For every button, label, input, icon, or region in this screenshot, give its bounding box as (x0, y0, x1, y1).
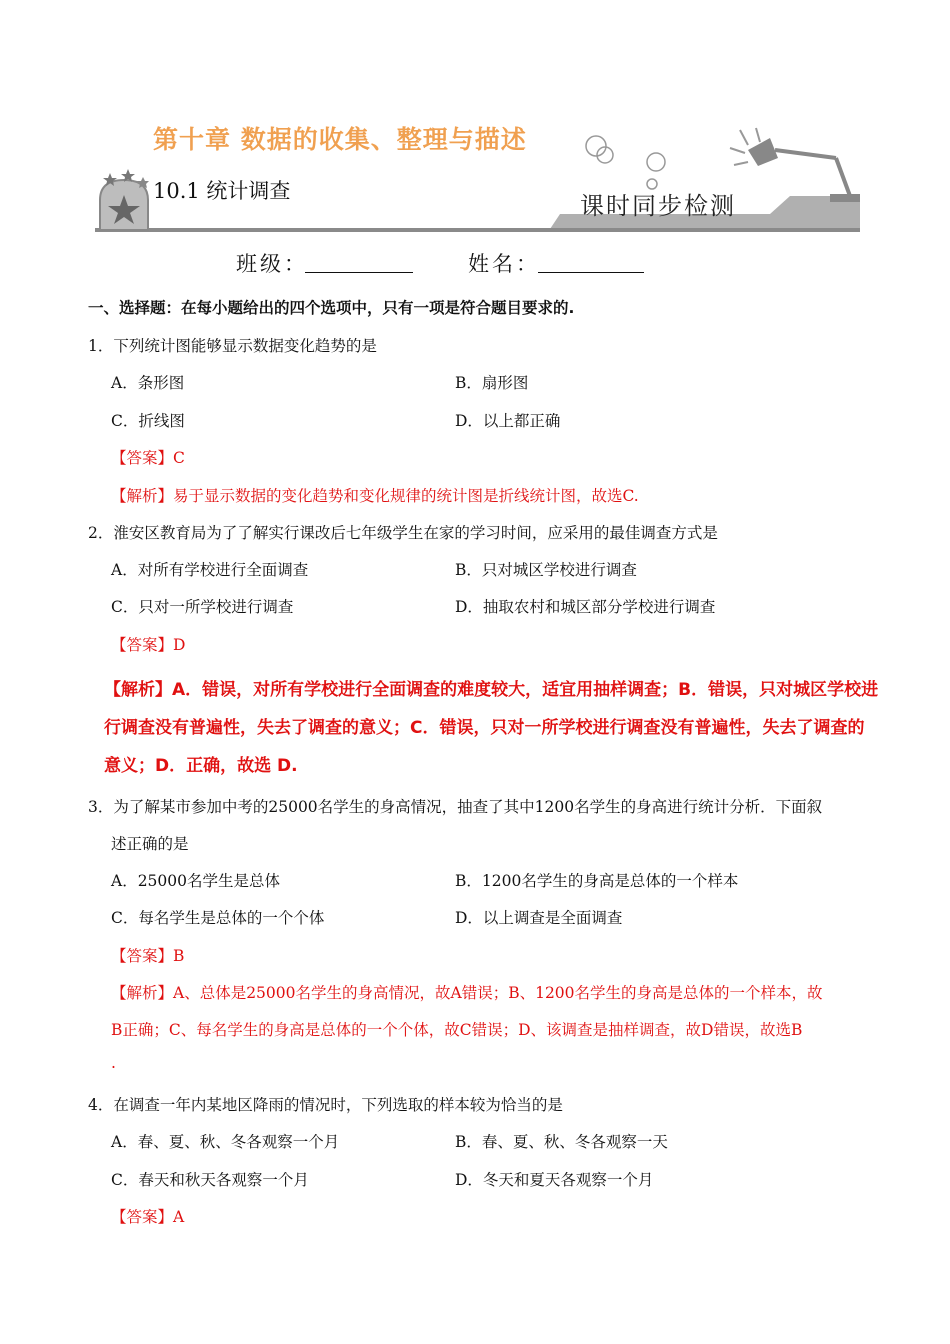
option-a: A．条形图 (111, 374, 185, 392)
answer: 【答案】D (111, 636, 186, 654)
option-d: D．以上调查是全面调查 (455, 909, 623, 927)
option-b: B．扇形图 (455, 374, 529, 392)
option-d: D．抽取农村和城区部分学校进行调查 (455, 598, 716, 616)
option-a: A．25000名学生是总体 (111, 872, 281, 890)
analysis: 【解析】A、总体是25000名学生的身高情况，故A错误；B、1200名学生的身高是总体的一个样本，故 (111, 984, 823, 1002)
section-title: 10.1 统计调查 (153, 179, 291, 203)
question-stem: 1．下列统计图能够显示数据变化趋势的是 (88, 337, 377, 355)
option-b: B．只对城区学校进行调查 (455, 561, 637, 579)
page-header (0, 0, 950, 240)
option-c: C．折线图 (111, 412, 185, 430)
option-c: C．春天和秋天各观察一个月 (111, 1171, 309, 1189)
name-field[interactable] (538, 272, 644, 273)
class-field[interactable] (305, 272, 413, 273)
bubble-icon (647, 153, 665, 171)
option-d: D．冬天和夏天各观察一个月 (455, 1171, 654, 1189)
sync-check-label: 课时同步检测 (580, 192, 736, 220)
analysis: . (111, 1054, 116, 1072)
header-band-edge (95, 228, 860, 232)
option-b: B．春、夏、秋、冬各观察一天 (455, 1133, 668, 1151)
analysis: 【解析】A．错误，对所有学校进行全面调查的难度较大，适宜用抽样调查；B．错误，只对城区学校进 (104, 680, 879, 700)
option-a: A．对所有学校进行全面调查 (111, 561, 309, 579)
question-stem: 4．在调查一年内某地区降雨的情况时，下列选取的样本较为恰当的是 (88, 1096, 563, 1114)
name-label: 姓名： (468, 252, 540, 276)
option-b: B．1200名学生的身高是总体的一个样本 (455, 872, 739, 890)
desk-lamp-icon (730, 128, 860, 202)
answer: 【答案】C (111, 449, 185, 467)
option-a: A．春、夏、秋、冬各观察一个月 (111, 1133, 340, 1151)
question-stem: 3．为了解某市参加中考的25000名学生的身高情况，抽查了其中1200名学生的身高进行统计分析．下面叙 (88, 798, 823, 816)
chapter-title: 第十章 数据的收集、整理与描述 (153, 125, 527, 154)
question-stem: 2．淮安区教育局为了了解实行课改后七年级学生在家的学习时间，应采用的最佳调查方式是 (88, 524, 718, 542)
bubble-icon (586, 136, 606, 156)
analysis: 行调查没有普遍性，失去了调查的意义；C．错误，只对一所学校进行调查没有普遍性，失去了调查的 (104, 718, 865, 738)
analysis: 意义；D．正确，故选 D. (104, 756, 298, 776)
analysis: B正确；C、每名学生的身高是总体的一个个体，故C错误；D、该调查是抽样调查，故D错误，故选B (111, 1021, 803, 1039)
option-c: C．只对一所学校进行调查 (111, 598, 294, 616)
option-c: C．每名学生是总体的一个个体 (111, 909, 325, 927)
answer: 【答案】A (111, 1208, 185, 1226)
student-info-row (0, 248, 950, 282)
section-instruction: 一、选择题：在每小题给出的四个选项中，只有一项是符合题目要求的. (88, 299, 575, 317)
class-label: 班级： (236, 252, 308, 276)
option-d: D．以上都正确 (455, 412, 561, 430)
question-stem: 述正确的是 (111, 835, 189, 853)
analysis: 【解析】易于显示数据的变化趋势和变化规律的统计图是折线统计图，故选C. (111, 487, 639, 505)
answer: 【答案】B (111, 947, 185, 965)
